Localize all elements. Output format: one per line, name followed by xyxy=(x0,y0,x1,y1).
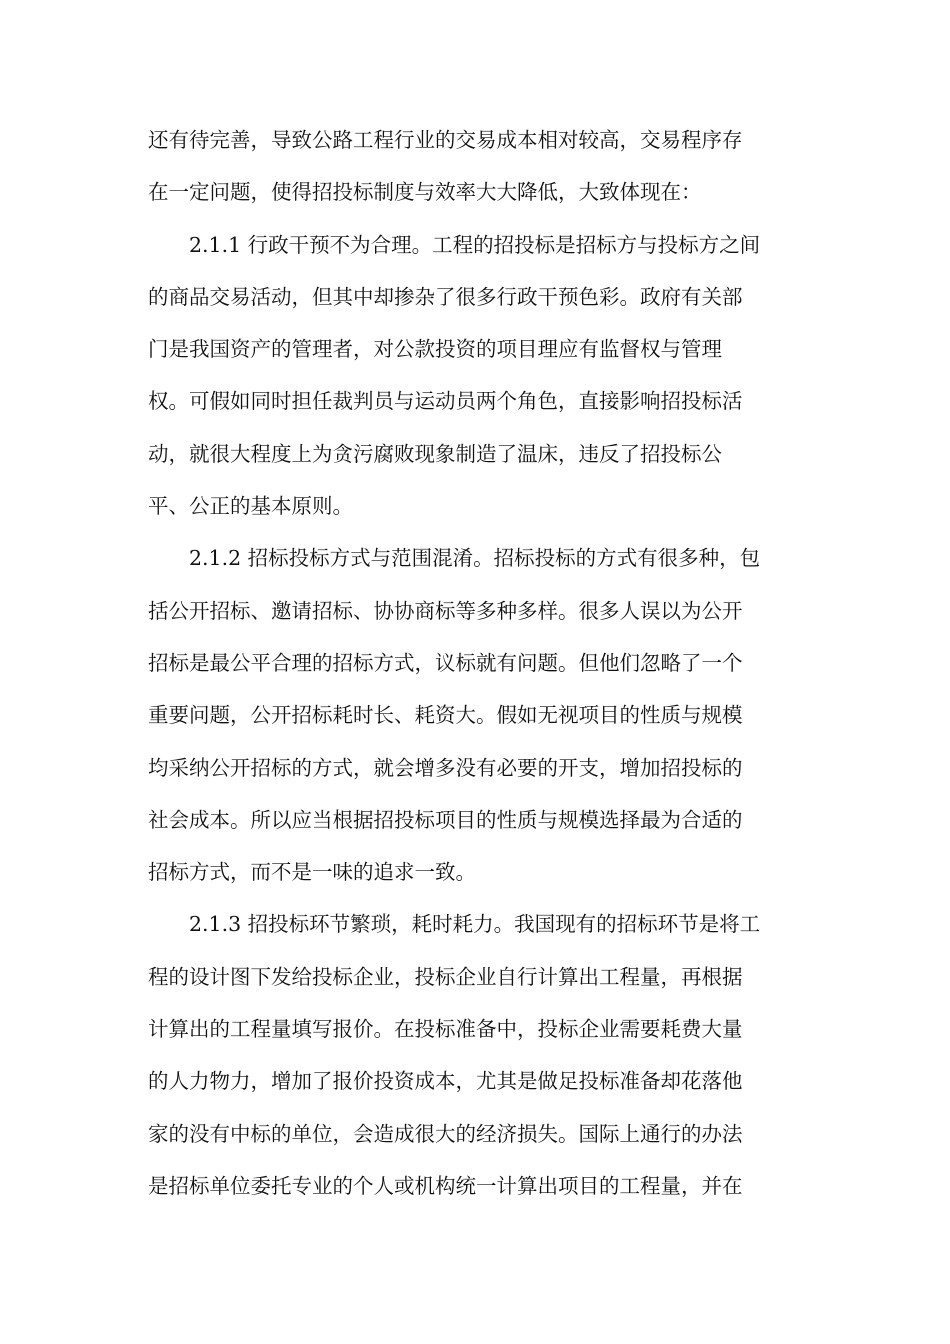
text-line: 是招标单位委托专业的个人或机构统一计算出项目的工程量，并在 xyxy=(148,1173,743,1198)
text-line: 招标是最公平合理的招标方式，议标就有问题。但他们忽略了一个 xyxy=(148,650,743,675)
paragraph-start-line: 2.1.1 行政干预不为合理。工程的招投标是招标方与投标方之间 xyxy=(189,232,761,257)
text-line: 的人力物力，增加了报价投资成本，尤其是做足投标准备却花落他 xyxy=(148,1069,743,1094)
paragraph-start-line: 2.1.3 招投标环节繁琐，耗时耗力。我国现有的招标环节是将工 xyxy=(189,912,761,937)
text-line: 家的没有中标的单位，会造成很大的经济损失。国际上通行的办法 xyxy=(148,1121,743,1146)
text-line: 平、公正的基本原则。 xyxy=(148,494,353,519)
text-line: 权。可假如同时担任裁判员与运动员两个角色，直接影响招投标活 xyxy=(148,389,743,414)
text-line: 均采纳公开招标的方式，就会增多没有必要的开支，增加招投标的 xyxy=(148,755,743,780)
text-line: 动，就很大程度上为贪污腐败现象制造了温床，违反了招投标公 xyxy=(148,441,722,466)
text-line: 括公开招标、邀请招标、协协商标等多种多样。很多人误以为公开 xyxy=(148,598,743,623)
text-line: 计算出的工程量填写报价。在投标准备中，投标企业需要耗费大量 xyxy=(148,1017,743,1042)
text-line: 门是我国资产的管理者，对公款投资的项目理应有监督权与管理 xyxy=(148,337,722,362)
text-line: 在一定问题，使得招投标制度与效率大大降低，大致体现在： xyxy=(148,180,702,205)
text-line: 还有待完善，导致公路工程行业的交易成本相对较高，交易程序存 xyxy=(148,128,743,152)
body-text xyxy=(148,114,808,1212)
text-line: 程的设计图下发给投标企业，投标企业自行计算出工程量，再根据 xyxy=(148,964,743,989)
text-line: 社会成本。所以应当根据招投标项目的性质与规模选择最为合适的 xyxy=(148,807,743,832)
text-line: 重要问题，公开招标耗时长、耗资大。假如无视项目的性质与规模 xyxy=(148,703,743,728)
text-line: 招标方式，而不是一味的追求一致。 xyxy=(148,860,476,885)
text-line: 的商品交易活动，但其中却掺杂了很多行政干预色彩。政府有关部 xyxy=(148,284,743,309)
paragraph-start-line: 2.1.2 招标投标方式与范围混淆。招标投标的方式有很多种，包 xyxy=(189,546,761,571)
